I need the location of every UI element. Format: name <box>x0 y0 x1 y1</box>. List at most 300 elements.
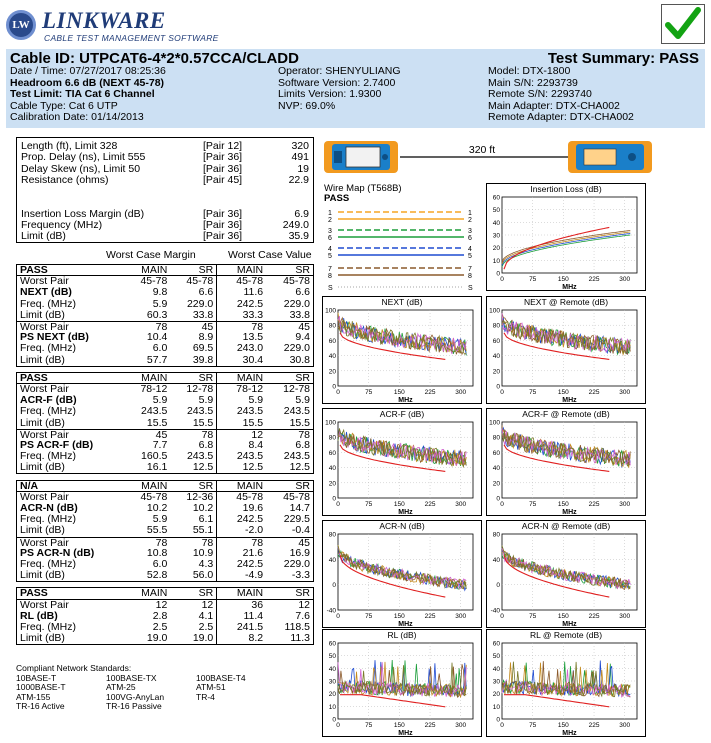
y-tick-label: 50 <box>492 207 500 215</box>
row-value: 242.5 <box>236 297 264 310</box>
row-value: 6.6 <box>295 286 311 299</box>
row-value: 57.7 <box>146 353 168 366</box>
row-value: 19.0 <box>170 633 217 644</box>
row-value: 2.8 <box>152 609 168 622</box>
standard-item: TR-4 <box>196 691 215 702</box>
row-value: 78-12 <box>236 382 264 395</box>
y-tick-label: 80 <box>492 434 500 442</box>
header-col-2 <box>278 66 401 112</box>
graph-plot <box>323 641 481 736</box>
limits-version: Limits Version: 1.9300 <box>278 88 382 101</box>
summary-label: Prop. Delay (ns), Limit 555 <box>21 151 146 164</box>
graph-plot <box>487 195 645 290</box>
row-value: -3.3 <box>291 569 311 582</box>
row-value: -0.4 <box>291 524 311 537</box>
wire-pin-left: 1 <box>328 210 332 217</box>
wire-pin-left: 2 <box>328 217 332 224</box>
standard-item: 1000BASE-T <box>16 682 66 693</box>
y-tick-label: 60 <box>328 449 336 457</box>
section-row <box>17 310 313 321</box>
wire-pin-right: 8 <box>468 273 472 280</box>
row-value: 15.5 <box>146 416 168 429</box>
x-tick-label: 300 <box>619 722 631 729</box>
section-header-h2: SR <box>170 265 217 275</box>
row-value: 78 <box>251 320 264 333</box>
y-tick-label: -40 <box>490 607 500 615</box>
row-label: Limit (dB) <box>20 461 65 474</box>
x-tick-label: 0 <box>500 501 504 508</box>
x-tick-label: 75 <box>529 722 537 729</box>
wire-pin-right: S <box>468 285 473 292</box>
row-value: 45-78 <box>140 490 168 503</box>
x-tick-label: 150 <box>393 501 405 508</box>
summary-label: Resistance (ohms) <box>21 173 109 186</box>
wire-pin-left: 8 <box>328 273 332 280</box>
section-header-h3: MAIN <box>236 587 264 600</box>
y-tick-label: 0 <box>496 270 500 278</box>
row-label: RL (dB) <box>20 609 58 622</box>
x-axis-label: MHz <box>562 284 577 290</box>
x-tick-label: 225 <box>588 276 600 283</box>
row-value: 6.6 <box>170 287 217 298</box>
row-value: 243.5 <box>236 450 264 463</box>
summary-label: Length (ft), Limit 328 <box>21 140 118 152</box>
y-tick-label: 20 <box>492 245 500 253</box>
x-tick-label: 300 <box>619 501 631 508</box>
row-value: 229.0 <box>283 557 311 570</box>
wire-pin-right: 5 <box>468 253 472 260</box>
row-value: 7.7 <box>152 438 168 451</box>
row-value: 12-78 <box>283 382 311 395</box>
x-tick-label: 300 <box>455 613 467 620</box>
x-tick-label: 225 <box>424 501 436 508</box>
row-value: 10.2 <box>146 501 168 514</box>
wire-pin-left: 6 <box>328 235 332 242</box>
section-header-h4: SR <box>295 264 311 276</box>
section-header-h1: MAIN <box>141 264 168 276</box>
row-value: 243.5 <box>170 451 217 462</box>
graph-acrn_r <box>486 520 646 628</box>
row-value: 10.9 <box>170 548 217 559</box>
calibration-date: Calibration Date: 01/14/2013 <box>10 111 144 124</box>
standard-item: TR-16 Active <box>16 701 65 712</box>
worst-case-value-label: Worst Case Value <box>228 249 312 261</box>
y-tick-label: 50 <box>492 653 500 661</box>
x-tick-label: 0 <box>336 613 340 620</box>
software-version: Software Version: 2.7400 <box>278 76 396 89</box>
summary-value <box>263 186 309 197</box>
row-label: Limit (dB) <box>20 308 65 321</box>
row-label: Limit (dB) <box>20 569 65 582</box>
worst-case-headers <box>16 249 314 263</box>
results-section <box>16 372 314 475</box>
standard-item: 10BASE-T <box>16 672 57 683</box>
graph-acrf_r <box>486 408 646 516</box>
row-value: 7.6 <box>295 609 311 622</box>
x-tick-label: 300 <box>619 613 631 620</box>
summary-row <box>21 175 309 186</box>
logo-subtitle: CABLE TEST MANAGEMENT SOFTWARE <box>44 33 219 43</box>
graph-title: NEXT @ Remote (dB) <box>523 297 609 307</box>
summary-pair: [Pair 45] <box>203 173 243 186</box>
row-label: Worst Pair <box>20 536 69 549</box>
row-value: 12 <box>251 428 264 441</box>
row-value: 19.0 <box>146 632 168 645</box>
row-label: Limit (dB) <box>20 416 65 429</box>
summary-label: Frequency (MHz) <box>21 219 103 232</box>
results-section <box>16 587 314 645</box>
wire-pin-left: 3 <box>328 228 332 235</box>
row-label: Worst Pair <box>20 598 69 611</box>
x-tick-label: 225 <box>588 722 600 729</box>
row-label: PS NEXT (dB) <box>20 331 89 344</box>
operator: Operator: SHENYULIANG <box>278 65 401 77</box>
section-row <box>17 633 313 644</box>
y-tick-label: 10 <box>492 257 500 265</box>
summary-row <box>21 231 309 242</box>
row-value: 45-78 <box>283 275 311 288</box>
row-value: 6.0 <box>152 342 168 355</box>
summary-value: 249.0 <box>282 219 309 232</box>
row-value: 45 <box>170 322 217 332</box>
row-label: Worst Pair <box>20 490 69 503</box>
section-row <box>17 525 313 536</box>
y-tick-label: 100 <box>325 308 336 315</box>
row-label: Freq. (MHz) <box>20 405 76 418</box>
row-value: 55.5 <box>146 524 168 537</box>
row-value: 56.0 <box>170 570 217 581</box>
standard-item: 100BASE-TX <box>106 672 157 683</box>
row-value: 78 <box>155 320 168 333</box>
summary-label: Delay Skew (ns), Limit 50 <box>21 162 141 175</box>
graph-plot <box>487 641 645 736</box>
section-header-h3: MAIN <box>236 479 264 492</box>
compliant-standards <box>16 664 314 712</box>
row-value: 241.5 <box>236 620 264 633</box>
summary-label: Limit (dB) <box>21 230 66 243</box>
wire-pin-right: 1 <box>468 210 472 217</box>
pass-check-box <box>661 4 705 44</box>
standard-item <box>196 702 286 712</box>
summary-pair: [Pair 12] <box>203 140 243 152</box>
section-header-status: PASS <box>20 587 48 600</box>
section-header-h2: SR <box>170 373 217 383</box>
row-value: 5.9 <box>152 394 168 407</box>
section-header-h2: SR <box>170 588 217 598</box>
y-tick-label: 80 <box>328 532 336 539</box>
row-value: 78 <box>170 538 217 548</box>
row-value: 45-78 <box>236 275 264 288</box>
summary-pair: [Pair 36] <box>203 162 243 175</box>
row-value: 78 <box>251 536 264 549</box>
wire-pin-left: S <box>328 285 333 292</box>
row-value: 45-78 <box>236 490 264 503</box>
section-header-h4: SR <box>295 587 311 600</box>
graph-acrf <box>322 408 482 516</box>
y-tick-label: 50 <box>328 653 336 661</box>
x-tick-label: 75 <box>529 389 537 396</box>
x-axis-label: MHz <box>562 621 577 627</box>
row-value: 11.3 <box>290 632 311 645</box>
standard-item: 100BASE-T4 <box>196 672 246 683</box>
header-col-1 <box>10 66 166 124</box>
row-value: 2.5 <box>152 620 168 633</box>
row-value: 8.4 <box>248 438 264 451</box>
row-value: 52.8 <box>146 569 168 582</box>
section-header-status: PASS <box>20 371 48 384</box>
wire-pin-right: 2 <box>468 217 472 224</box>
plot-frame <box>338 534 473 610</box>
section-row <box>17 343 313 354</box>
x-tick-label: 300 <box>619 389 631 396</box>
model: Model: DTX-1800 <box>488 65 571 77</box>
summary-row <box>21 186 309 197</box>
x-tick-label: 0 <box>500 276 504 283</box>
row-value: 33.8 <box>289 308 311 321</box>
section-row <box>17 570 313 581</box>
x-tick-label: 75 <box>365 722 373 729</box>
y-tick-label: 60 <box>492 337 500 345</box>
nvp: NVP: 69.0% <box>278 99 336 112</box>
row-value: 8.9 <box>170 332 217 343</box>
graph-title: ACR-N @ Remote (dB) <box>521 521 611 531</box>
y-tick-label: 80 <box>328 322 336 330</box>
x-tick-label: 150 <box>393 389 405 396</box>
row-value: 6.8 <box>295 438 311 451</box>
wire-map <box>322 183 484 293</box>
row-value: 6.1 <box>170 514 217 525</box>
y-tick-label: 30 <box>492 232 500 240</box>
row-value: 6.0 <box>152 557 168 570</box>
section-row <box>17 462 313 473</box>
y-tick-label: -40 <box>326 607 336 615</box>
row-value: 9.4 <box>295 331 311 344</box>
row-value: 4.3 <box>170 559 217 570</box>
row-value: 10.8 <box>146 546 168 559</box>
y-tick-label: 0 <box>496 495 500 503</box>
row-value: 33.8 <box>170 310 217 321</box>
graph-plot <box>323 420 481 515</box>
summary-value: 22.9 <box>288 173 309 186</box>
wire-pin-left: 4 <box>328 246 332 253</box>
row-value: 45 <box>298 320 311 333</box>
row-value: 78 <box>155 536 168 549</box>
checkmark-icon <box>662 5 704 43</box>
row-label: Freq. (MHz) <box>20 513 76 526</box>
row-value: 12 <box>170 600 217 611</box>
graph-next_r <box>486 296 646 404</box>
x-tick-label: 0 <box>500 389 504 396</box>
row-value: 39.8 <box>170 355 217 366</box>
row-value: 229.0 <box>283 342 311 355</box>
row-value: 243.5 <box>283 450 311 463</box>
x-tick-label: 0 <box>500 722 504 729</box>
y-tick-label: 80 <box>328 434 336 442</box>
y-tick-label: 60 <box>492 195 500 202</box>
summary-value: 6.9 <box>294 207 309 220</box>
summary-pair: [Pair 36] <box>203 230 243 243</box>
y-tick-label: 100 <box>489 420 500 427</box>
summary-pair: [Pair 36] <box>203 219 243 232</box>
row-value: 78-12 <box>140 382 168 395</box>
graph-plot <box>323 308 481 403</box>
row-value: 10.4 <box>146 331 168 344</box>
graph-il <box>486 183 646 291</box>
standard-item: TR-16 Passive <box>106 701 162 712</box>
header-col-3 <box>488 66 634 124</box>
cable-type: Cable Type: Cat 6 UTP <box>10 99 118 112</box>
x-tick-label: 75 <box>365 613 373 620</box>
y-tick-label: 10 <box>492 703 500 711</box>
row-value: 243.5 <box>170 406 217 417</box>
row-value: 15.5 <box>242 416 264 429</box>
x-tick-label: 225 <box>424 722 436 729</box>
y-tick-label: 40 <box>492 219 500 227</box>
x-tick-label: 150 <box>557 613 569 620</box>
y-tick-label: 60 <box>492 449 500 457</box>
row-value: 12 <box>155 598 168 611</box>
row-value: -4.9 <box>245 569 264 582</box>
row-value: 69.5 <box>170 343 217 354</box>
row-label: Worst Pair <box>20 428 69 441</box>
row-value: 243.0 <box>236 342 264 355</box>
section-row <box>17 406 313 417</box>
graph-title: RL (dB) <box>387 630 417 640</box>
headroom: Headroom 6.6 dB (NEXT 45-78) <box>10 76 165 89</box>
row-label: Limit (dB) <box>20 353 65 366</box>
row-label: Freq. (MHz) <box>20 450 76 463</box>
row-value: 243.5 <box>236 405 264 418</box>
x-axis-label: MHz <box>562 509 577 515</box>
summary-value: 320 <box>291 140 309 152</box>
summary-row <box>21 152 309 163</box>
row-value: 45 <box>155 428 168 441</box>
y-tick-label: 20 <box>328 368 336 376</box>
y-tick-label: 0 <box>332 383 336 391</box>
graph-rl_r <box>486 629 646 737</box>
row-value: 160.5 <box>141 450 168 463</box>
row-value: 2.5 <box>170 622 217 633</box>
results-section <box>16 264 314 367</box>
x-tick-label: 300 <box>619 276 631 283</box>
standard-item: ATM-155 <box>16 691 51 702</box>
y-tick-label: 0 <box>332 716 336 724</box>
row-label: Worst Pair <box>20 382 69 395</box>
graph-title: RL @ Remote (dB) <box>529 630 603 640</box>
wire-map-status: PASS <box>324 193 350 204</box>
graph-rl <box>322 629 482 737</box>
summary-pair: [Pair 36] <box>203 207 243 220</box>
row-value: 229.0 <box>283 297 311 310</box>
y-tick-label: 40 <box>492 465 500 473</box>
row-value: 4.1 <box>170 611 217 622</box>
x-tick-label: 225 <box>424 389 436 396</box>
x-tick-label: 150 <box>557 276 569 283</box>
row-value: 243.5 <box>141 405 168 418</box>
row-label: NEXT (dB) <box>20 286 72 299</box>
y-tick-label: 10 <box>328 703 336 711</box>
row-value: 30.4 <box>242 353 264 366</box>
cable-id: Cable ID: UTPCAT6-4*2*0.57CCA/CLADD <box>10 50 299 67</box>
y-tick-label: 40 <box>492 556 500 564</box>
summary-pair: [Pair 36] <box>203 151 243 164</box>
y-tick-label: 80 <box>492 532 500 539</box>
remote-tester-icon <box>568 141 652 173</box>
row-label: Freq. (MHz) <box>20 557 76 570</box>
linkware-logo <box>6 6 266 46</box>
graph-acrn <box>322 520 482 628</box>
x-tick-label: 300 <box>455 389 467 396</box>
row-value: 12-36 <box>170 492 217 503</box>
summary-label: Insertion Loss Margin (dB) <box>21 207 145 220</box>
row-value: 45 <box>298 536 311 549</box>
x-tick-label: 75 <box>365 501 373 508</box>
x-tick-label: 150 <box>393 613 405 620</box>
row-value: 242.5 <box>236 557 264 570</box>
y-tick-label: 60 <box>492 641 500 648</box>
graph-title: NEXT (dB) <box>381 297 423 307</box>
row-value: 5.9 <box>170 395 217 406</box>
summary-value: 35.9 <box>288 230 309 243</box>
row-value: 9.8 <box>152 286 168 299</box>
x-tick-label: 300 <box>455 722 467 729</box>
wire-pin-right: 3 <box>468 228 472 235</box>
x-tick-label: 225 <box>424 613 436 620</box>
row-value: 12.5 <box>242 461 264 474</box>
main-tester-icon <box>324 141 398 173</box>
y-tick-label: 0 <box>496 383 500 391</box>
section-header-h4: SR <box>295 479 311 492</box>
row-value: 5.9 <box>152 297 168 310</box>
y-tick-label: 100 <box>489 308 500 315</box>
graph-title: ACR-N (dB) <box>379 521 425 531</box>
row-label: Freq. (MHz) <box>20 297 76 310</box>
standard-item: ATM-51 <box>196 682 226 693</box>
x-tick-label: 150 <box>557 501 569 508</box>
logo-name: LINKWARE <box>42 8 166 33</box>
x-axis-label: MHz <box>398 730 413 736</box>
section-header-h3: MAIN <box>236 264 264 276</box>
y-tick-label: 20 <box>492 691 500 699</box>
y-tick-label: 40 <box>492 665 500 673</box>
section-row <box>17 355 313 366</box>
row-value: 11.6 <box>243 286 264 299</box>
x-tick-label: 75 <box>365 389 373 396</box>
main-sn: Main S/N: 2293739 <box>488 76 578 89</box>
wire-map-title: Wire Map (T568B) <box>324 183 402 194</box>
remote-adapter: Remote Adapter: DTX-CHA002 <box>488 111 634 124</box>
x-tick-label: 300 <box>455 501 467 508</box>
row-value: 16.9 <box>289 546 311 559</box>
row-value: 55.1 <box>170 525 217 536</box>
row-label: Worst Pair <box>20 275 69 288</box>
y-tick-label: 40 <box>328 465 336 473</box>
section-header-h1: MAIN <box>141 479 168 492</box>
graph-title: Insertion Loss (dB) <box>530 184 602 194</box>
row-value: 5.9 <box>295 394 311 407</box>
section-header-h1: MAIN <box>141 587 168 600</box>
row-label: ACR-F (dB) <box>20 394 77 407</box>
row-value: 11.4 <box>243 609 264 622</box>
standard-item: ATM-25 <box>106 682 136 693</box>
row-value: 229.0 <box>170 299 217 310</box>
y-tick-label: 100 <box>325 420 336 427</box>
row-value: 118.5 <box>284 620 311 633</box>
x-tick-label: 225 <box>588 613 600 620</box>
section-header-h4: SR <box>295 371 311 384</box>
x-tick-label: 0 <box>336 501 340 508</box>
standards-grid <box>16 674 314 712</box>
